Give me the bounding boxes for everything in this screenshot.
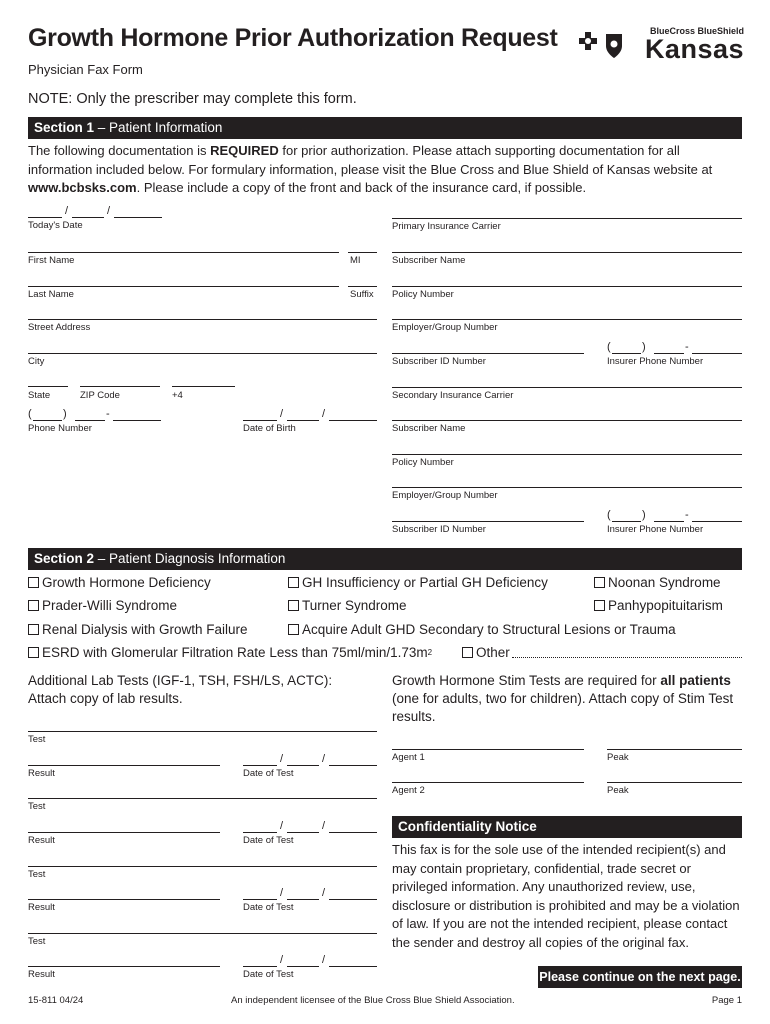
agent-1-field[interactable] (392, 749, 584, 750)
checkbox-icon[interactable] (28, 624, 39, 635)
lab-tests-instructions: Additional Lab Tests (IGF-1, TSH, FSH/LS, ACTC): Attach copy of lab results. (28, 673, 333, 706)
stim-text-b: (one for adults, two for children). Attach copy of Stim Test results. (392, 691, 734, 724)
dx-other-field[interactable] (512, 657, 742, 658)
section-2-title: – Patient Diagnosis Information (94, 551, 286, 566)
section-1-header (28, 117, 742, 139)
test-2-date-label: Date of Test (243, 835, 294, 846)
intro-website: www.bcbsks.com (28, 180, 137, 195)
checkbox-icon[interactable] (288, 577, 299, 588)
insurer-phone-prefix-field[interactable] (654, 353, 684, 354)
dx-esrd-checkbox[interactable] (28, 645, 432, 660)
dx-prader-willi-checkbox[interactable] (28, 598, 177, 613)
secondary-employer-group-label: Employer/Group Number (392, 490, 498, 501)
checkbox-icon[interactable] (28, 600, 39, 611)
date-slash: / (322, 954, 326, 966)
date-slash: / (280, 408, 284, 420)
secondary-policy-number-field[interactable] (392, 454, 742, 455)
date-slash: / (322, 753, 326, 765)
result-3-label: Result (28, 902, 55, 913)
mi-label: MI (350, 255, 361, 266)
intro-text-a: The following documentation is (28, 143, 211, 158)
phone-prefix-field[interactable] (75, 420, 105, 421)
date-slash: / (280, 753, 284, 765)
employer-group-field[interactable] (392, 319, 742, 320)
result-4-label: Result (28, 969, 55, 980)
todays-date-label: Today's Date (28, 220, 83, 231)
test-1-date-day-field[interactable] (287, 765, 319, 766)
dx-turner-checkbox[interactable] (288, 598, 407, 613)
checkbox-icon[interactable] (288, 600, 299, 611)
phone-number-label: Phone Number (28, 423, 92, 434)
dx-esrd-label: ESRD with Glomerular Filtration Rate Less than 75ml/min/1.73m (42, 645, 428, 660)
secondary-insurer-phone-label: Insurer Phone Number (607, 524, 704, 535)
test-4-label: Test (28, 936, 46, 947)
form-subtitle: Physician Fax Form (28, 62, 143, 77)
dob-day-field[interactable] (287, 420, 319, 421)
checkbox-icon[interactable] (28, 647, 39, 658)
date-slash: / (65, 205, 69, 217)
section-2-header (28, 548, 742, 570)
confidentiality-text: This fax is for the sole use of the intended recipient(s) and may contain proprietary, confidential, trade secret or privileged information. Any unauthorized review, use, disclosure or distribution is prohibited and may be a violation of law. If you are not the intended recipient, please contact the sender and destroy all copies of the original fax. (392, 842, 740, 950)
form-title: Growth Hormone Prior Authorization Request (28, 24, 558, 52)
peak-2-label: Peak (607, 785, 629, 796)
city-label: City (28, 356, 45, 367)
dx-noonan-checkbox[interactable] (594, 575, 721, 590)
test-4-date-year-field[interactable] (329, 966, 377, 967)
dx-other-label: Other (476, 645, 510, 660)
test-4-date-month-field[interactable] (243, 966, 277, 967)
logo-state-text: Kansas (644, 34, 744, 64)
licensee-statement: An independent licensee of the Blue Cross Blue Shield Association. (231, 995, 515, 1006)
street-address-field[interactable] (28, 319, 377, 320)
secondary-insurer-phone-line-field[interactable] (692, 521, 742, 522)
section-2-number: Section 2 (34, 551, 95, 566)
page-number: Page 1 (711, 995, 742, 1006)
agent-2-field[interactable] (392, 782, 584, 783)
test-2-date-month-field[interactable] (243, 832, 277, 833)
intro-text-b: for prior authorization. Please attach supporting documentation for all information included below. For formulary information, please visit the Blue Cross and Blue Shield of Kansas website at (28, 143, 713, 177)
dx-panhypopituitarism-label: Panhypopituitarism (608, 598, 723, 613)
checkbox-icon[interactable] (28, 577, 39, 588)
dob-month-field[interactable] (243, 420, 277, 421)
phone-dash: - (106, 408, 111, 420)
secondary-carrier-field[interactable] (392, 387, 742, 388)
stim-patients: patients (679, 673, 731, 688)
test-1-label: Test (28, 734, 46, 745)
form-id: 15-811 04/24 (28, 995, 84, 1006)
subscriber-name-label: Subscriber Name (392, 255, 466, 266)
subscriber-name-field[interactable] (392, 252, 742, 253)
test-2-date-day-field[interactable] (287, 832, 319, 833)
zip-plus4-field[interactable] (172, 386, 235, 387)
secondary-subscriber-name-field[interactable] (392, 420, 742, 421)
paren-close: ) (642, 509, 647, 521)
date-slash: / (322, 820, 326, 832)
todays-date-day-field[interactable] (72, 217, 104, 218)
dx-gh-insufficiency-checkbox[interactable] (288, 575, 548, 590)
dx-gh-insufficiency-label: GH Insufficiency or Partial GH Deficiency (302, 575, 548, 590)
intro-text-c: . Please include a copy of the front and back of the insurance card, if possible. (136, 180, 587, 195)
stim-tests-instructions (392, 672, 742, 726)
agent-1-label: Agent 1 (392, 752, 425, 763)
policy-number-field[interactable] (392, 286, 742, 287)
checkbox-icon[interactable] (594, 577, 605, 588)
section-1-number: Section 1 (34, 120, 95, 135)
date-slash: / (280, 887, 284, 899)
secondary-subscriber-name-label: Subscriber Name (392, 423, 466, 434)
todays-date-year-field[interactable] (114, 217, 162, 218)
dx-esrd-superscript: 2 (427, 648, 433, 657)
dx-other-checkbox[interactable] (462, 645, 510, 660)
result-4-field[interactable] (28, 966, 220, 967)
date-slash: / (280, 820, 284, 832)
todays-date-month-field[interactable] (28, 217, 62, 218)
agent-2-label: Agent 2 (392, 785, 425, 796)
continue-notice: Please continue on the next page. (538, 966, 742, 988)
date-slash: / (322, 408, 326, 420)
secondary-carrier-label: Secondary Insurance Carrier (392, 390, 514, 401)
test-3-label: Test (28, 869, 46, 880)
phone-dash: - (685, 341, 690, 353)
paren-open: ( (607, 509, 612, 521)
zip-plus4-label: +4 (172, 390, 183, 401)
subscriber-id-field[interactable] (392, 353, 584, 354)
insurer-phone-area-field[interactable] (612, 353, 641, 354)
last-name-field[interactable] (28, 286, 339, 287)
result-2-label: Result (28, 835, 55, 846)
dx-adult-ghd-label: Acquire Adult GHD Secondary to Structural Lesions or Trauma (302, 622, 676, 637)
secondary-policy-number-label: Policy Number (392, 457, 454, 468)
cross-shield-icon (572, 32, 626, 60)
paren-close: ) (63, 408, 68, 420)
test-4-field[interactable] (28, 933, 377, 934)
peak-1-field[interactable] (607, 749, 742, 750)
peak-1-label: Peak (607, 752, 629, 763)
test-2-date-year-field[interactable] (329, 832, 377, 833)
suffix-field[interactable] (348, 286, 377, 287)
test-3-date-day-field[interactable] (287, 899, 319, 900)
insurer-phone-line-field[interactable] (692, 353, 742, 354)
phone-area-code-field[interactable] (33, 420, 62, 421)
peak-2-field[interactable] (607, 782, 742, 783)
result-1-label: Result (28, 768, 55, 779)
dx-panhypopituitarism-checkbox[interactable] (594, 598, 723, 613)
dx-ghd-checkbox[interactable] (28, 575, 211, 590)
state-label: State (28, 390, 51, 401)
prescriber-note: NOTE: Only the prescriber may complete this form. (28, 91, 357, 107)
city-field[interactable] (28, 353, 377, 354)
dx-turner-label: Turner Syndrome (302, 598, 407, 613)
paren-open: ( (607, 341, 612, 353)
state-field[interactable] (28, 386, 68, 387)
dx-ghd-label: Growth Hormone Deficiency (42, 575, 211, 590)
secondary-subscriber-id-label: Subscriber ID Number (392, 524, 486, 535)
first-name-label: First Name (28, 255, 75, 266)
result-1-field[interactable] (28, 765, 220, 766)
last-name-label: Last Name (28, 289, 74, 300)
test-1-date-month-field[interactable] (243, 765, 277, 766)
phone-line-field[interactable] (113, 420, 161, 421)
secondary-subscriber-id-field[interactable] (392, 521, 584, 522)
employer-group-label: Employer/Group Number (392, 322, 498, 333)
zip-code-field[interactable] (80, 386, 160, 387)
secondary-insurer-phone-prefix-field[interactable] (654, 521, 684, 522)
test-4-date-day-field[interactable] (287, 966, 319, 967)
confidentiality-header: Confidentiality Notice (392, 816, 742, 838)
suffix-label: Suffix (350, 289, 374, 300)
primary-carrier-field[interactable] (392, 218, 742, 219)
date-slash: / (280, 954, 284, 966)
first-name-field[interactable] (28, 252, 339, 253)
street-address-label: Street Address (28, 322, 91, 333)
section-1-intro (28, 142, 742, 198)
test-1-field[interactable] (28, 731, 377, 732)
stim-text-a: Growth Hormone Stim Tests are required for (392, 673, 661, 688)
checkbox-icon[interactable] (288, 624, 299, 635)
paren-close: ) (642, 341, 647, 353)
stim-all: all (660, 673, 676, 688)
checkbox-icon[interactable] (594, 600, 605, 611)
mi-field[interactable] (348, 252, 377, 253)
policy-number-label: Policy Number (392, 289, 454, 300)
result-2-field[interactable] (28, 832, 220, 833)
date-slash: / (322, 887, 326, 899)
dx-prader-willi-label: Prader-Willi Syndrome (42, 598, 178, 613)
test-3-date-label: Date of Test (243, 902, 294, 913)
bcbs-kansas-logo (572, 26, 744, 62)
test-3-date-month-field[interactable] (243, 899, 277, 900)
logo-brand-text: BlueCross BlueShield (649, 26, 744, 36)
date-slash: / (107, 205, 111, 217)
dx-renal-dialysis-checkbox[interactable] (28, 622, 248, 637)
section-1-title: – Patient Information (94, 120, 223, 135)
result-3-field[interactable] (28, 899, 220, 900)
phone-dash: - (685, 509, 690, 521)
test-3-date-year-field[interactable] (329, 899, 377, 900)
test-1-date-label: Date of Test (243, 768, 294, 779)
insurer-phone-label: Insurer Phone Number (607, 356, 704, 367)
test-4-date-label: Date of Test (243, 969, 294, 980)
dx-noonan-label: Noonan Syndrome (608, 575, 721, 590)
secondary-insurer-phone-area-field[interactable] (612, 521, 641, 522)
zip-code-label: ZIP Code (80, 390, 120, 401)
intro-required: REQUIRED (210, 143, 279, 158)
dx-adult-ghd-checkbox[interactable] (288, 622, 676, 637)
dob-year-field[interactable] (329, 420, 377, 421)
dx-renal-dialysis-label: Renal Dialysis with Growth Failure (42, 622, 248, 637)
test-1-date-year-field[interactable] (329, 765, 377, 766)
primary-carrier-label: Primary Insurance Carrier (392, 221, 501, 232)
secondary-employer-group-field[interactable] (392, 487, 742, 488)
date-of-birth-label: Date of Birth (243, 423, 296, 434)
test-3-field[interactable] (28, 866, 377, 867)
subscriber-id-label: Subscriber ID Number (392, 356, 486, 367)
checkbox-icon[interactable] (462, 647, 473, 658)
test-2-label: Test (28, 801, 46, 812)
paren-open: ( (28, 408, 33, 420)
test-2-field[interactable] (28, 798, 377, 799)
